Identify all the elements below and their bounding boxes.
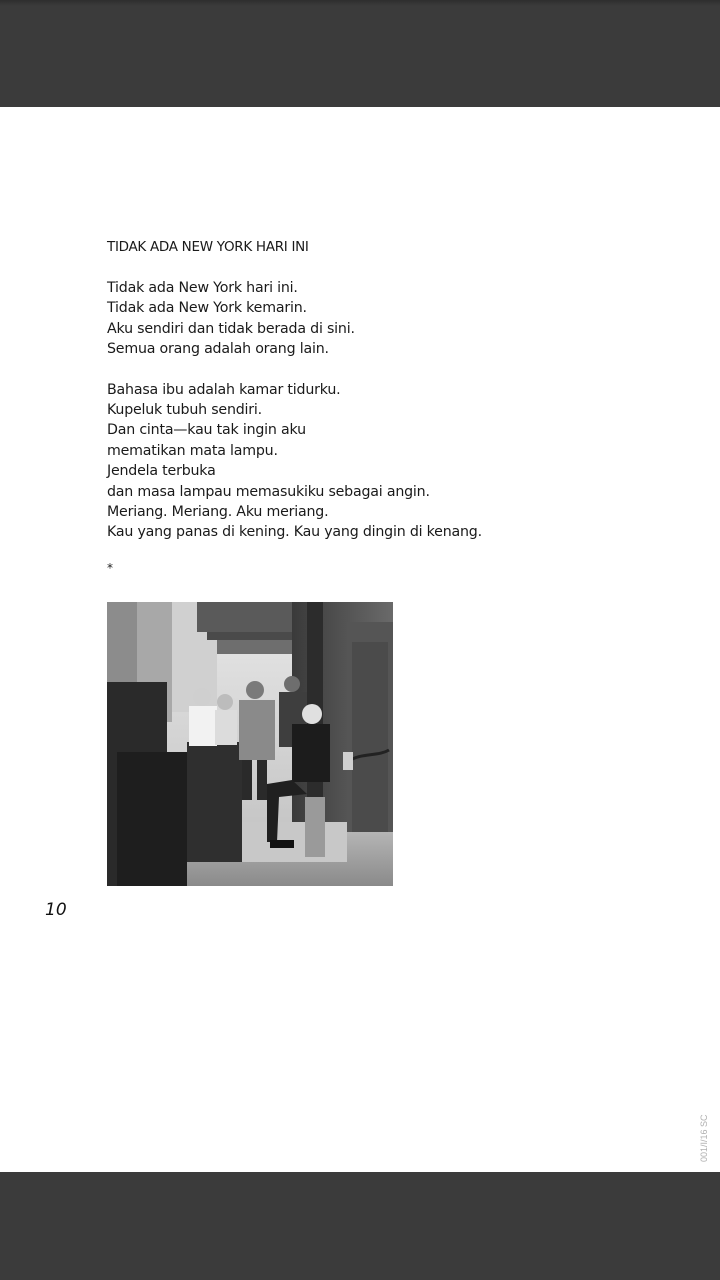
top-toolbar xyxy=(0,0,720,107)
poem-line: Aku sendiri dan tidak berada di sini. xyxy=(107,320,355,337)
bottom-toolbar xyxy=(0,1172,720,1280)
page-number: 10 xyxy=(45,900,67,920)
section-separator: * xyxy=(107,560,113,575)
poem-line: Meriang. Meriang. Aku meriang. xyxy=(107,503,329,520)
poem-line: Tidak ada New York hari ini. xyxy=(107,280,298,296)
poem-line: Tidak ada New York kemarin. xyxy=(107,300,307,317)
poem-line: dan masa lampau memasukiku sebagai angin. xyxy=(107,483,430,500)
stanza-2 xyxy=(107,380,627,543)
stanza-1 xyxy=(107,278,627,360)
poem-line: Kau yang panas di kening. Kau yang dingin di kenang. xyxy=(107,524,482,541)
poem xyxy=(107,238,627,575)
poem-line: Bahasa ibu adalah kamar tidurku. xyxy=(107,381,341,398)
document-page xyxy=(0,107,720,1172)
street-photo xyxy=(107,602,393,886)
document-code: 001/I/16 SC xyxy=(699,1114,709,1162)
poem-line: Semua orang adalah orang lain. xyxy=(107,341,329,358)
poem-line: mematikan mata lampu. xyxy=(107,442,278,459)
poem-line: Jendela terbuka xyxy=(107,463,216,480)
poem-title: TIDAK ADA NEW YORK HARI INI xyxy=(107,239,309,255)
poem-line: Dan cinta—kau tak ingin aku xyxy=(107,422,306,439)
poem-line: Kupeluk tubuh sendiri. xyxy=(107,401,262,418)
